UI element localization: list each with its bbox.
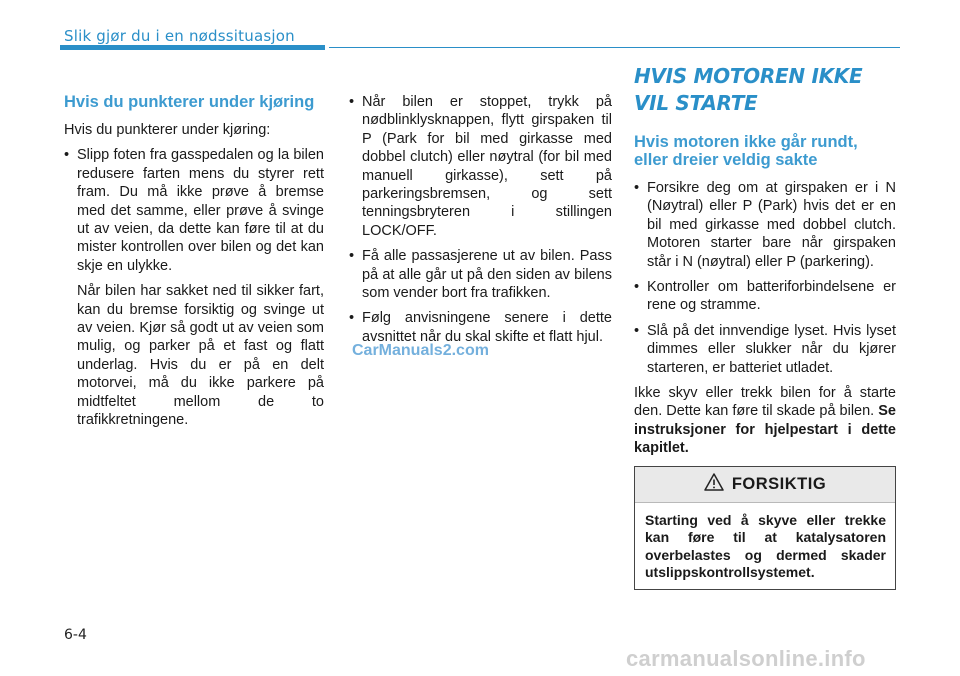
page-number: 6-4: [64, 627, 87, 643]
engine-wont-start-title: HVIS MOTOREN IKKE VIL STARTE: [634, 64, 863, 115]
flat-tire-intro: Hvis du punkterer under kjøring:: [64, 122, 271, 138]
list-item: • Følg anvisningene senere i dette avsnittet når du skal skifte et flatt hjul.: [349, 310, 612, 345]
bullet-icon: •: [349, 94, 355, 110]
header-rule-thick: [60, 45, 325, 50]
watermark-overlay: CarManuals2.com: [352, 342, 489, 359]
bullet-icon: •: [634, 322, 640, 339]
list-item: • Når bilen er stoppet, trykk på nødblinklysknappen, flytt girspaken til P (Park for bil med girkasse med dobbel clutch) eller nøytral (for bil med manuell girkasse), sett på parkeringsbremsen, og sett tenningsbryteren i stillingen LOCK/OFF.: [349, 94, 612, 239]
list-item: • Forsikre deg om at girspaken er i N (Nøytral) eller P (Park) hvis det er en bil med girkasse med dobbel clutch. Motoren starter bare når girspaken står i N (nøytral) eller P (parkering).: [634, 180, 896, 270]
bullet-icon: •: [634, 279, 640, 296]
bullet-icon: •: [349, 310, 355, 327]
middle-column: [349, 93, 612, 353]
left-column: [64, 93, 324, 437]
list-item: • Slipp foten fra gasspedalen og la bilen redusere farten mens du styrer rett fram. Du må ikke prøve å bremse med det samme, eller prøve å svinge ut av veien, da dette kan føre til at du mister kontrollen over bilen og det kan skje en ulykke.: [64, 147, 324, 274]
flat-tire-continuation: Når bilen har sakket ned til sikker fart, kan du bremse forsiktig og svinge ut av veien. Kjør så godt ut av veien som mulig, og parker på et fast og flatt underlag. Hvis du er på en delt motorvei, må du ikke parkere på midtfeltet mellom de to trafikkretningene.: [77, 283, 324, 429]
watermark-footer: carmanualsonline.info: [626, 646, 866, 671]
push-start-text: Ikke skyv eller trekk bilen for å starte den. Dette kan føre til skade på bilen.: [634, 385, 896, 420]
caution-title: FORSIKTIG: [731, 475, 827, 493]
caution-header: [635, 467, 895, 503]
flat-tire-list: [64, 146, 324, 275]
bullet-icon: •: [634, 180, 640, 196]
right-column: [634, 63, 896, 458]
warning-triangle-icon: [704, 473, 724, 496]
flat-tire-heading: Hvis du punkterer under kjøring: [64, 93, 315, 111]
engine-check-list: [634, 179, 896, 377]
engine-not-turning-heading: Hvis motoren ikke går rundt, eller dreier veldig sakte: [634, 133, 858, 169]
caution-box: [634, 466, 896, 590]
list-item: • Slå på det innvendige lyset. Hvis lyset dimmes eller slukker når du kjører starteren, er batteriet utladet.: [634, 322, 896, 376]
bullet-icon: •: [64, 147, 70, 164]
list-item: • Kontroller om batteriforbindelsene er rene og stramme.: [634, 279, 896, 314]
header-rule-thin: [329, 47, 900, 48]
list-item: • Få alle passasjerene ut av bilen. Pass på at alle går ut på den siden av bilens som vender bort fra trafikken.: [349, 248, 612, 302]
caution-text: Starting ved å skyve eller trekke kan føre til at katalysatoren overbelastes og dermed skader utslippskontrollsystemet.: [645, 512, 886, 581]
section-title: Slik gjør du i en nødssituasjon: [64, 27, 295, 45]
flat-tire-steps: [349, 93, 612, 346]
jump-start-reference: Se instruksjoner for hjelpestart i dette kapitlet.: [634, 403, 896, 457]
bullet-icon: •: [349, 248, 355, 265]
push-start-warning: [634, 384, 896, 458]
